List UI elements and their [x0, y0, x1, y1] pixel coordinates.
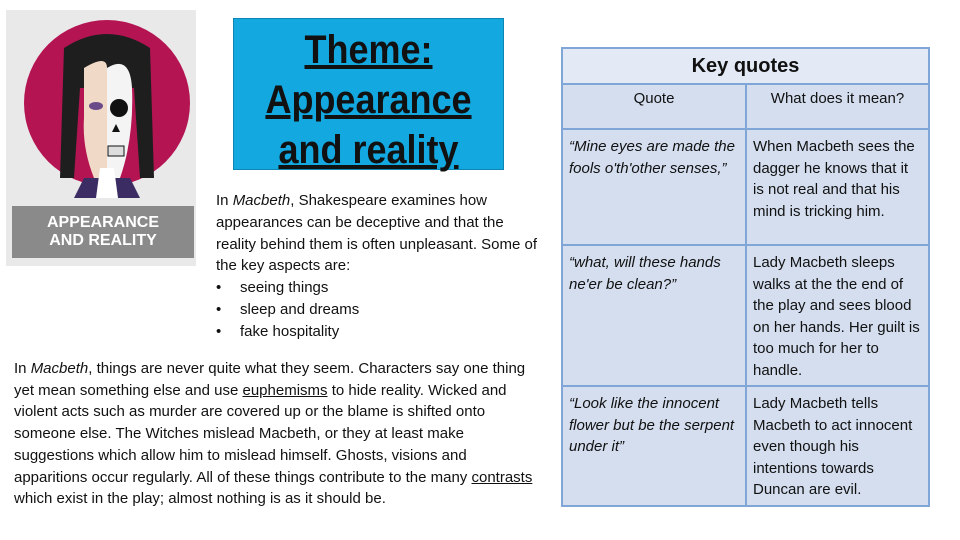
appearance-reality-illustration: [6, 10, 196, 266]
paragraph-play-title: Macbeth: [30, 360, 89, 377]
intro-text: [216, 190, 546, 343]
title-line-1: Theme:: [304, 28, 433, 72]
list-item: • fake hospitality: [216, 322, 340, 340]
theme-paragraph: In Macbeth, things are never quite what they seem. Characters say one thing yet mean something else and use euphemisms to hide reality. Wicked and violent acts such as murder are covered up or the blame is shifted onto someone else. The Witches mislead Macbeth, or they at least make suggestions which allow him to mislead himself. Ghosts, visions and apparitions occur regularly. All of these things contribute to the many contrasts which exist in the play; almost nothing is as it should be.: [14, 360, 533, 508]
title-line-3: and reality: [278, 128, 459, 172]
intro-play-title: Macbeth: [232, 192, 291, 209]
key-aspects-list: [216, 277, 546, 342]
banner-line-1: APPEARANCE: [46, 214, 159, 231]
key-quotes-heading: Key quotes: [562, 48, 929, 84]
table-row: [562, 386, 929, 506]
key-quotes-table: [561, 47, 930, 507]
banner-line-2: AND REALITY: [49, 232, 157, 249]
column-header-meaning: What does it mean?: [746, 84, 929, 129]
meaning-cell: When Macbeth sees the dagger he knows that it is not real and that his mind is tricking him.: [746, 129, 929, 245]
column-header-quote: Quote: [562, 84, 746, 129]
appearance-reality-banner: [12, 206, 194, 258]
title-line-2: Appearance: [265, 78, 472, 122]
table-row: [562, 129, 929, 245]
quote-cell: “what, will these hands ne'er be clean?”: [562, 245, 746, 386]
meaning-cell: Lady Macbeth tells Macbeth to act innocent even though his intentions towards Duncan are evil.: [746, 386, 929, 506]
intro-prefix: In: [216, 192, 233, 209]
intro-body: , Shakespeare examines how appearances can be deceptive and that the reality behind them is often unpleasant. Some of the key aspects are:: [216, 192, 538, 275]
meaning-cell: Lady Macbeth sleeps walks at the the end of the play and sees blood on her hands. Her guilt is too much for her to handle.: [746, 245, 929, 386]
theme-title-box: [233, 18, 504, 170]
list-item: • sleep and dreams: [216, 300, 360, 318]
quote-cell: “Look like the innocent flower but be the serpent under it”: [562, 386, 746, 506]
quote-cell: “Mine eyes are made the fools o'th'other senses,”: [562, 129, 746, 245]
term-euphemisms: euphemisms: [242, 381, 328, 399]
term-contrasts: contrasts: [471, 468, 533, 486]
list-item: • seeing things: [216, 279, 329, 297]
theme-title: [247, 25, 489, 175]
table-row: [562, 245, 929, 386]
half-skull-face-icon: [44, 28, 170, 198]
